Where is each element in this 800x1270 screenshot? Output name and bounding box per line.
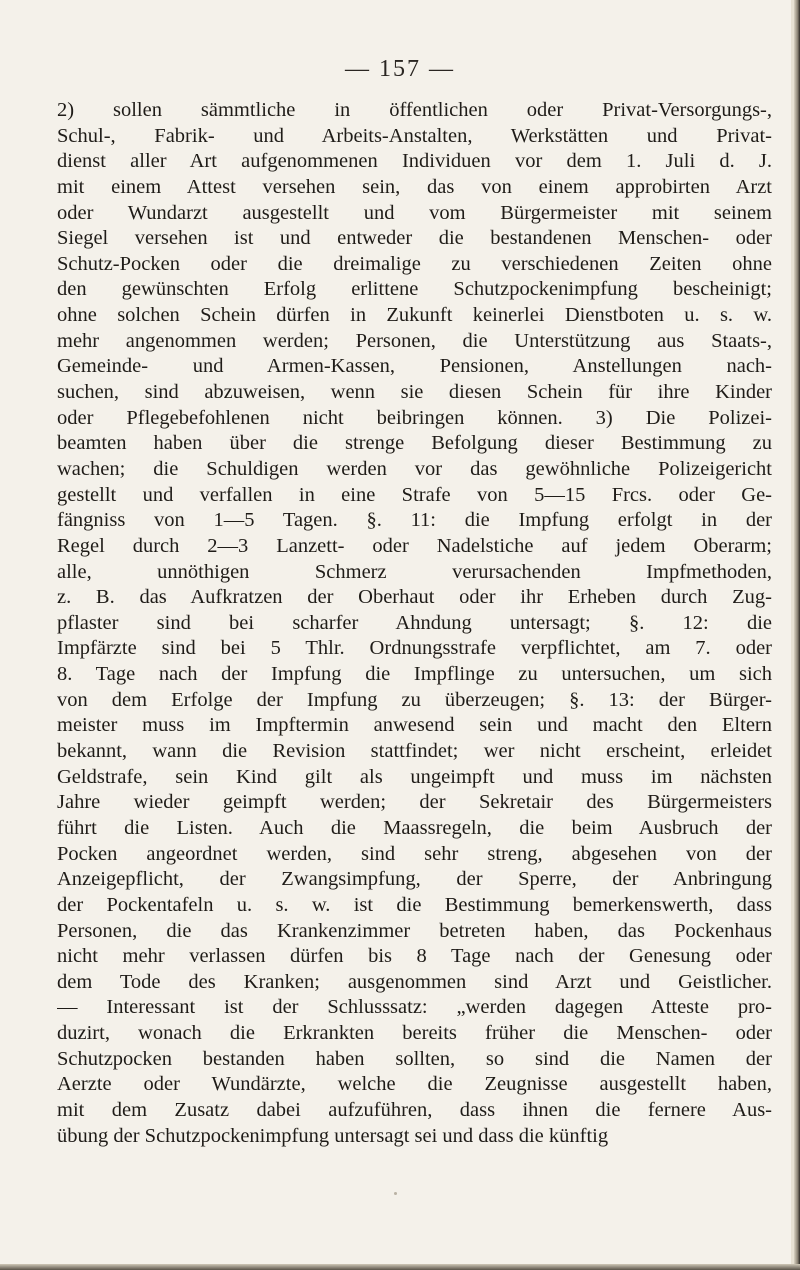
text-line: pflaster sind bei scharfer Ahndung untersagt; §. 12: die	[57, 611, 772, 634]
text-line: bekannt, wann die Revision stattfindet; wer nicht erscheint, erleidet	[57, 740, 772, 763]
text-line: Aerzte oder Wundärzte, welche die Zeugnisse ausgestellt haben,	[57, 1073, 772, 1096]
text-line: mit einem Attest versehen sein, das von einem approbirten Arzt	[57, 175, 772, 198]
paper-speck	[394, 1192, 397, 1195]
text-line: wachen; die Schuldigen werden vor das gewöhnliche Polizeigericht	[57, 457, 772, 480]
text-line: führt die Listen. Auch die Maassregeln, die beim Ausbruch der	[57, 816, 772, 839]
text-line: z. B. das Aufkratzen der Oberhaut oder ihr Erheben durch Zug-	[57, 586, 772, 609]
text-line: Schul-, Fabrik- und Arbeits-Anstalten, Werkstätten und Privat-	[57, 124, 772, 147]
text-line: alle, unnöthigen Schmerz verursachenden Impfmethoden,	[57, 560, 772, 583]
text-line: Gemeinde- und Armen-Kassen, Pensionen, Anstellungen nach-	[57, 355, 772, 378]
text-line: von dem Erfolge der Impfung zu überzeugen; §. 13: der Bürger-	[57, 688, 772, 711]
text-line: fängniss von 1—5 Tagen. §. 11: die Impfung erfolgt in der	[57, 509, 772, 532]
text-line: suchen, sind abzuweisen, wenn sie diesen Schein für ihre Kinder	[57, 381, 772, 404]
text-line: Geldstrafe, sein Kind gilt als ungeimpft und muss im nächsten	[57, 765, 772, 788]
page-bottom-edge	[0, 1264, 800, 1270]
text-line: ohne solchen Schein dürfen in Zukunft keinerlei Dienstboten u. s. w.	[57, 304, 772, 327]
page-right-edge	[794, 0, 800, 1270]
text-line: Impfärzte sind bei 5 Thlr. Ordnungsstrafe verpflichtet, am 7. oder	[57, 637, 772, 660]
text-line: der Pockentafeln u. s. w. ist die Bestimmung bemerkenswerth, dass	[57, 893, 772, 916]
text-line: Pocken angeordnet werden, sind sehr streng, abgesehen von der	[57, 842, 772, 865]
text-line: gestellt und verfallen in eine Strafe von 5—15 Frcs. oder Ge-	[57, 483, 772, 506]
text-line: Personen, die das Krankenzimmer betreten haben, das Pockenhaus	[57, 919, 772, 942]
page-number-header: — 157 —	[345, 56, 455, 82]
text-line: oder Pflegebefohlenen nicht beibringen können. 3) Die Polizei-	[57, 406, 772, 429]
text-line: mehr angenommen werden; Personen, die Unterstützung aus Staats-,	[57, 329, 772, 352]
text-line: Schutzpocken bestanden haben sollten, so sind die Namen der	[57, 1047, 772, 1070]
text-line: Anzeigepflicht, der Zwangsimpfung, der Sperre, der Anbringung	[57, 868, 772, 891]
text-line: oder Wundarzt ausgestellt und vom Bürgermeister mit seinem	[57, 201, 772, 224]
text-line: beamten haben über die strenge Befolgung dieser Bestimmung zu	[57, 432, 772, 455]
text-line: Regel durch 2—3 Lanzett- oder Nadelstiche auf jedem Oberarm;	[57, 534, 772, 557]
text-line: dem Tode des Kranken; ausgenommen sind Arzt und Geistlicher.	[57, 970, 772, 993]
text-line: 2) sollen sämmtliche in öffentlichen oder Privat-Versorgungs-,	[57, 99, 772, 121]
text-line: 8. Tage nach der Impfung die Impflinge zu untersuchen, um sich	[57, 663, 772, 686]
text-line: meister muss im Impftermin anwesend sein und macht den Eltern	[57, 714, 772, 737]
text-line: Schutz-Pocken oder die dreimalige zu verschiedenen Zeiten ohne	[57, 252, 772, 275]
text-line: mit dem Zusatz dabei aufzuführen, dass ihnen die fernere Aus-	[57, 1098, 772, 1121]
text-line: übung der Schutzpockenimpfung untersagt sei und dass die künftig	[57, 1124, 609, 1147]
text-line: dienst aller Art aufgenommenen Individuen vor dem 1. Juli d. J.	[57, 150, 772, 173]
text-line: nicht mehr verlassen dürfen bis 8 Tage nach der Genesung oder	[57, 945, 772, 968]
text-line: duzirt, wonach die Erkrankten bereits früher die Menschen- oder	[57, 1022, 772, 1045]
text-line: Jahre wieder geimpft werden; der Sekretair des Bürgermeisters	[57, 791, 772, 814]
body-text	[57, 98, 772, 1149]
text-line: Siegel versehen ist und entweder die bestandenen Menschen- oder	[57, 227, 772, 250]
text-line: den gewünschten Erfolg erlittene Schutzpockenimpfung bescheinigt;	[57, 278, 772, 301]
text-line: — Interessant ist der Schlusssatz: „werden dagegen Atteste pro-	[57, 996, 772, 1019]
